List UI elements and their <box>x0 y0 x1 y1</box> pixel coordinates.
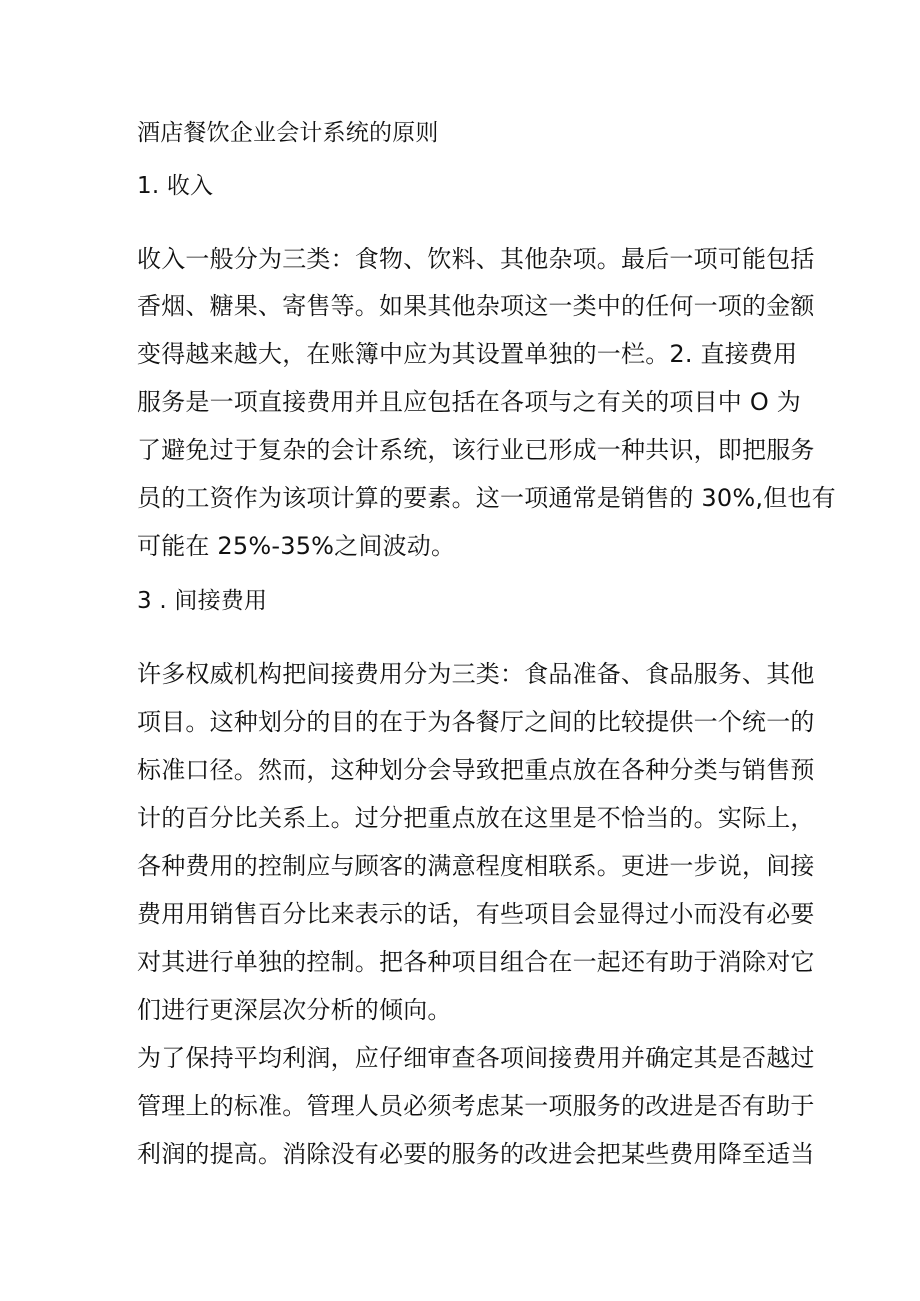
paragraph-line: 计的百分比关系上。过分把重点放在这里是不恰当的。实际上， <box>137 804 815 832</box>
paragraph-line: 对其进行单独的控制。把各种项目组合在一起还有助于消除对它 <box>137 948 815 976</box>
paragraph-line: 了避免过于复杂的会计系统，该行业已形成一种共识，即把服务 <box>137 436 815 464</box>
paragraph-line: 费用用销售百分比来表示的话，有些项目会显得过小而没有必要 <box>137 900 815 928</box>
paragraph-line: 各种费用的控制应与顾客的满意程度相联系。更进一步说，间接 <box>137 852 815 880</box>
paragraph-line: 为了保持平均利润，应仔细审查各项间接费用并确定其是否越过 <box>137 1044 815 1072</box>
paragraph-line: 利润的提高。消除没有必要的服务的改进会把某些费用降至适当 <box>137 1140 815 1168</box>
section-heading-indirect-costs: 3 . 间接费用 <box>137 588 268 614</box>
paragraph-line: 许多权威机构把间接费用分为三类：食品准备、食品服务、其他 <box>137 660 815 688</box>
section-heading-income: 1. 收入 <box>137 173 214 199</box>
paragraph-line: 可能在 25%-35%之间波动。 <box>137 532 456 560</box>
paragraph-line: 服务是一项直接费用并且应包括在各项与之有关的项目中 O 为 <box>137 388 801 416</box>
paragraph-line: 标准口径。然而，这种划分会导致把重点放在各种分类与销售预 <box>137 756 815 784</box>
paragraph-line: 香烟、糖果、寄售等。如果其他杂项这一类中的任何一项的金额 <box>137 292 815 320</box>
paragraph-line: 变得越来越大，在账簿中应为其设置单独的一栏。2. 直接费用 <box>137 340 798 368</box>
paragraph-line: 收入一般分为三类：食物、饮料、其他杂项。最后一项可能包括 <box>137 245 815 273</box>
paragraph-line: 管理上的标准。管理人员必须考虑某一项服务的改进是否有助于 <box>137 1092 815 1120</box>
paragraph-line: 员的工资作为该项计算的要素。这一项通常是销售的 30%,但也有 <box>137 484 836 512</box>
paragraph-line: 们进行更深层次分析的倾向。 <box>137 996 452 1024</box>
paragraph-line: 项目。这种划分的目的在于为各餐厅之间的比较提供一个统一的 <box>137 708 815 736</box>
document-title: 酒店餐饮企业会计系统的原则 <box>137 120 439 146</box>
